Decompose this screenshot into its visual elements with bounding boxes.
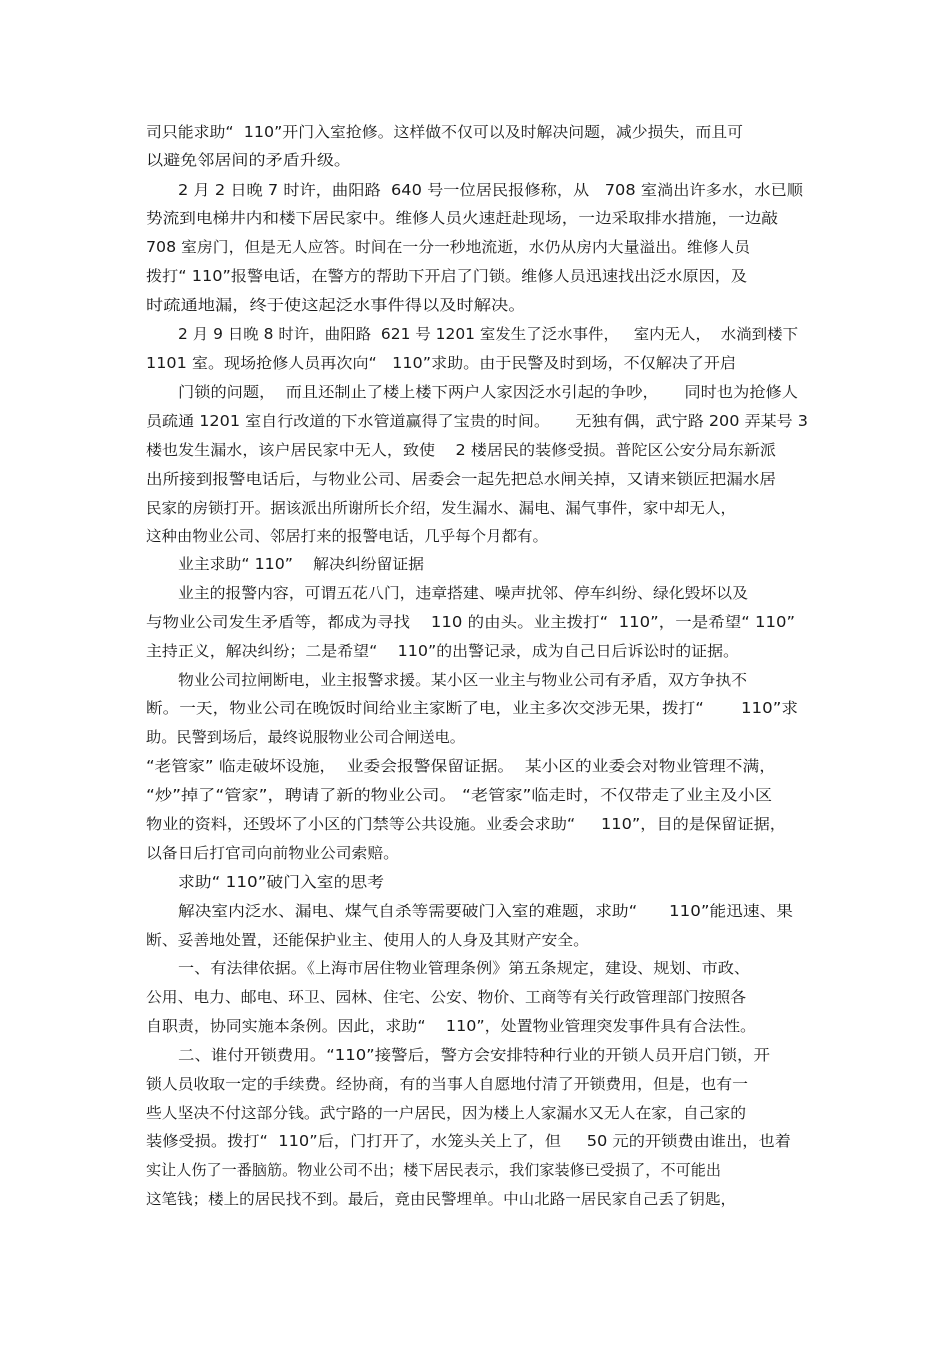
text-line: 门锁的问题， 而且还制止了楼上楼下两户人家因泛水引起的争吵， 同时也为抢修人 <box>178 383 799 401</box>
text-line: 业主求助“ 110” 解决纠纷留证据 <box>178 555 424 573</box>
text-line: 时疏通地漏，终于使这起泛水事件得以及时解决。 <box>146 296 526 314</box>
text-line: 与物业公司发生矛盾等，都成为寻找 110 的由头。业主拨打“ 110”，一是希望“ 110” <box>146 613 796 631</box>
text-line: 员疏通 1201 室自行改道的下水管道赢得了宝贵的时间。 无独有偶，武宁路 200 弄某号 3 <box>146 412 809 430</box>
text-line: 以避免邻居间的矛盾升级。 <box>146 151 352 169</box>
text-line: “老管家” 临走破坏设施， 业委会报警保留证据。 某小区的业委会对物业管理不满， <box>146 757 776 775</box>
text-line: 二、谁付开锁费用。“110”接警后，警方会安排特种行业的开锁人员开启门锁，开 <box>178 1046 770 1064</box>
text-line: 物业的资料，还毁坏了小区的门禁等公共设施。业委会求助“ 110”，目的是保留证据， <box>146 815 786 833</box>
text-line: 2 月 9 日晚 8 时许，曲阳路 621 号 1201 室发生了泛水事件， 室内无人， 水淌到楼下 <box>178 325 799 343</box>
text-line: 求助“ 110”破门入室的思考 <box>178 873 385 891</box>
text-line: 些人坚决不付这部分钱。武宁路的一户居民，因为楼上人家漏水又无人在家，自己家的 <box>146 1104 746 1122</box>
text-line: 主持正义，解决纠纷；二是希望“ 110”的出警记录，成为自己日后诉讼时的证据。 <box>146 642 739 660</box>
text-line: 出所接到报警电话后，与物业公司、居委会一起先把总水闸关掉，又请来锁匠把漏水居 <box>146 470 776 488</box>
text-line: 这笔钱；楼上的居民找不到。最后，竟由民警埋单。中山北路一居民家自己丢了钥匙， <box>146 1190 737 1208</box>
text-line: 助。民警到场后，最终说服物业公司合闸送电。 <box>146 728 465 746</box>
text-line: 2 月 2 日晚 7 时许，曲阳路 640 号一位居民报修称，从 708 室淌出许多水，水已顺 <box>178 181 804 199</box>
text-line: 楼也发生漏水，该户居民家中无人，致使 2 楼居民的装修受损。普陀区公安分局东新派 <box>146 441 776 459</box>
text-line: 断、妥善地处置，还能保护业主、使用人的人身及其财产安全。 <box>146 931 589 949</box>
text-line: 断。一天，物业公司在晚饭时间给业主家断了电，业主多次交涉无果，拨打“ 110”求 <box>146 699 799 717</box>
text-line: 解决室内泛水、漏电、煤气自杀等需要破门入室的难题，求助“ 110”能迅速、果 <box>178 902 793 920</box>
text-line: 装修受损。拨打“ 110”后，门打开了，水笼头关上了，但 50 元的开锁费由谁出，也着 <box>146 1132 791 1150</box>
text-line: 公用、电力、邮电、环卫、园林、住宅、公安、物价、工商等有关行政管理部门按照各 <box>146 988 746 1006</box>
text-line: “炒”掉了“管家”，聘请了新的物业公司。 “老管家”临走时，不仅带走了业主及小区 <box>146 786 773 804</box>
text-line: 实让人伤了一番脑筋。物业公司不出；楼下居民表示，我们家装修已受损了，不可能出 <box>146 1161 721 1179</box>
text-line: 拨打“ 110”报警电话，在警方的帮助下开启了门锁。维修人员迅速找出泛水原因，及 <box>146 267 747 285</box>
text-line: 物业公司拉闸断电，业主报警求援。某小区一业主与物业公司有矛盾，双方争执不 <box>178 671 748 689</box>
text-line: 1101 室。现场抢修人员再次向“ 110”求助。由于民警及时到场，不仅解决了开启 <box>146 354 737 372</box>
text-line: 民家的房锁打开。据该派出所谢所长介绍，发生漏水、漏电、漏气事件，家中却无人， <box>146 499 737 517</box>
text-line: 业主的报警内容，可谓五花八门，违章搭建、噪声扰邻、停车纠纷、绿化毁坏以及 <box>178 584 748 602</box>
text-line: 司只能求助“ 110”开门入室抢修。这样做不仅可以及时解决问题，减少损失，而且可 <box>146 123 743 141</box>
text-line: 这种由物业公司、邻居打来的报警电话，几乎每个月都有。 <box>146 527 548 545</box>
text-line: 708 室房门，但是无人应答。时间在一分一秒地流逝，水仍从房内大量溢出。维修人员 <box>146 238 751 256</box>
text-line: 一、有法律依据。《上海市居住物业管理条例》第五条规定，建设、规划、市政、 <box>178 959 750 977</box>
text-line: 锁人员收取一定的手续费。经协商，有的当事人自愿地付清了开锁费用，但是，也有一 <box>146 1075 748 1093</box>
text-line: 以备日后打官司向前物业公司索赔。 <box>146 844 400 862</box>
text-line: 势流到电梯井内和楼下居民家中。维修人员火速赶赴现场，一边采取排水措施，一边敲 <box>146 209 778 227</box>
text-line: 自职责，协同实施本条例。因此，求助“ 110”，处置物业管理突发事件具有合法性。 <box>146 1017 756 1035</box>
